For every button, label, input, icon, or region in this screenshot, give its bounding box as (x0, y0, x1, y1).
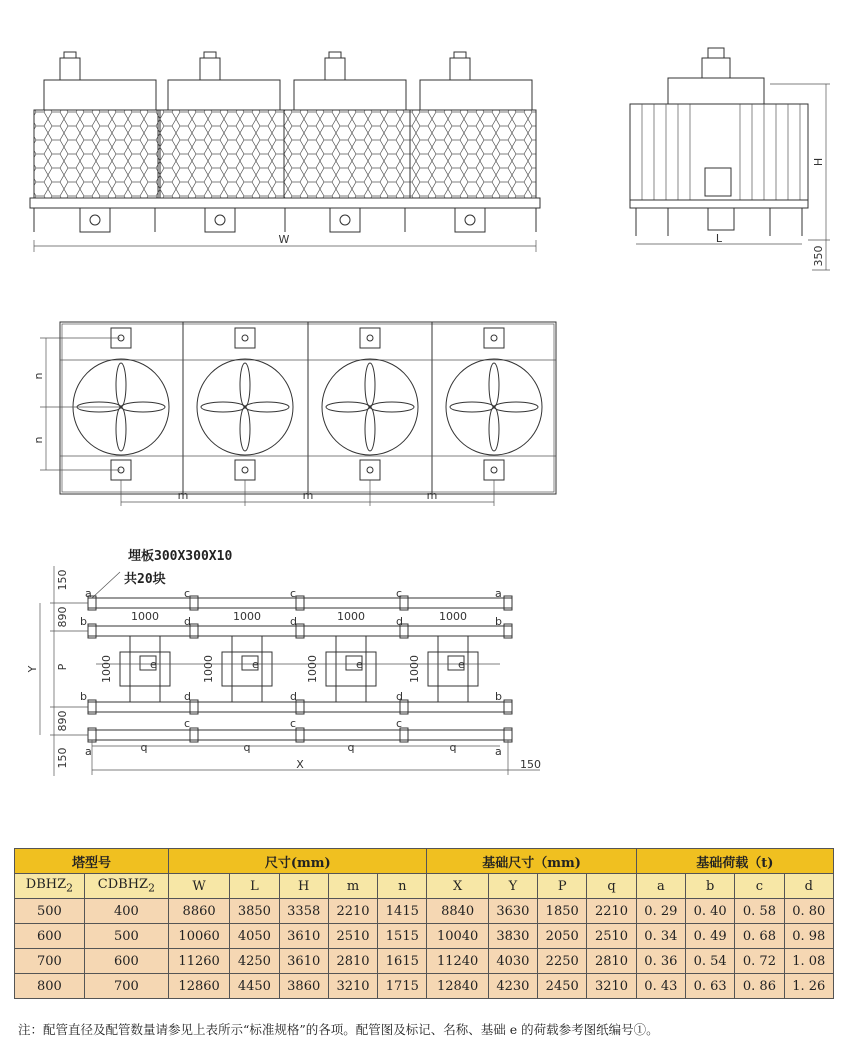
foundation-beam-b-bottom (88, 702, 512, 712)
svg-text:c: c (184, 717, 191, 730)
svg-text:e: e (150, 658, 157, 671)
svg-text:P: P (56, 663, 69, 671)
dim-m-label-2: m (302, 489, 314, 502)
tower-cell-3 (284, 52, 410, 232)
tower-cells-front (34, 52, 536, 232)
svg-text:X: X (296, 758, 304, 771)
spec-table-group-header (15, 849, 834, 874)
plate-note-2: 共20块 (124, 572, 166, 587)
foundation-plan-view (26, 548, 541, 776)
fan-cell-3 (322, 328, 418, 480)
svg-text:Y: Y (26, 665, 39, 673)
svg-text:d: d (396, 690, 403, 703)
spec-table-column-header: $DBHZ_2$ $CDBHZ_2$ W L H m n X Y P q a b c d (15, 874, 834, 899)
front-elevation-view (30, 52, 540, 252)
svg-text:e: e (458, 658, 465, 671)
svg-text:d: d (290, 690, 297, 703)
top-plan-view (32, 322, 556, 506)
tower-cell-4 (410, 52, 536, 232)
table-row: 600 500 10060 4050 3610 2510 1515 10040 3830 2050 2510 0. 34 0. 49 0. 68 0. 98 (15, 924, 834, 949)
svg-text:d: d (290, 615, 297, 628)
side-elevation-view (630, 48, 830, 270)
dim-h-label: H (812, 157, 825, 167)
svg-text:a: a (495, 745, 502, 758)
svg-text:150: 150 (520, 758, 541, 771)
svg-text:a: a (85, 745, 92, 758)
table-row: 500 400 8860 3850 3358 2210 1415 8840 3630 1850 2210 0. 29 0. 40 0. 58 0. 80 (15, 899, 834, 924)
svg-text:1000: 1000 (100, 655, 113, 683)
svg-text:q: q (347, 741, 355, 754)
group-model: 塔型号 (15, 849, 169, 874)
fan-cell-4 (446, 328, 542, 480)
dim-l-label: L (715, 232, 723, 245)
svg-text:q: q (140, 741, 148, 754)
dim-m-label-1: m (177, 489, 189, 502)
group-load: 基础荷载（t) (636, 849, 833, 874)
table-row: 700 600 11260 4250 3610 2810 1615 11240 4030 2250 2810 0. 36 0. 54 0. 72 1. 08 (15, 949, 834, 974)
foundation-beam-a-bottom (88, 730, 512, 740)
svg-text:150: 150 (56, 569, 69, 591)
dim-m-label-3: m (426, 489, 438, 502)
dim-n-label-1: n (32, 372, 45, 380)
svg-text:d: d (184, 615, 191, 628)
svg-text:1000: 1000 (439, 610, 467, 623)
pier-1 (120, 636, 170, 702)
pier-3 (326, 636, 376, 702)
fan-cell-1 (73, 328, 169, 480)
svg-text:1000: 1000 (233, 610, 261, 623)
svg-text:1000: 1000 (408, 655, 421, 683)
svg-text:1000: 1000 (131, 610, 159, 623)
svg-text:c: c (290, 587, 297, 600)
dim-w-label: W (278, 233, 290, 246)
svg-text:q: q (243, 741, 251, 754)
svg-text:c: c (396, 717, 403, 730)
svg-text:1000: 1000 (306, 655, 319, 683)
svg-text:d: d (396, 615, 403, 628)
svg-text:c: c (396, 587, 403, 600)
svg-text:1000: 1000 (337, 610, 365, 623)
svg-text:e: e (356, 658, 363, 671)
foundation-beam-a-top (88, 598, 512, 608)
svg-text:d: d (184, 690, 191, 703)
dim-350-label: 350 (812, 245, 825, 267)
fan-cell-2 (197, 328, 293, 480)
footnote: 注：配管直径及配管数量请参见上表所示“标准规格”的各项。配管图及标记、名称、基础 e 的荷载参考图纸编号①。 (18, 1022, 659, 1037)
svg-text:q: q (449, 741, 457, 754)
pier-2 (222, 636, 272, 702)
svg-text:b: b (80, 690, 87, 703)
svg-text:890: 890 (56, 606, 69, 628)
svg-text:a: a (85, 587, 92, 600)
table-row: 800 700 12860 4450 3860 3210 1715 12840 4230 2450 3210 0. 43 0. 63 0. 86 1. 26 (15, 974, 834, 999)
svg-text:b: b (495, 615, 502, 628)
svg-text:1000: 1000 (202, 655, 215, 683)
group-base: 基础尺寸（mm) (427, 849, 636, 874)
tower-cell-2 (158, 52, 284, 232)
svg-text:c: c (184, 587, 191, 600)
svg-text:890: 890 (56, 710, 69, 732)
svg-text:e: e (252, 658, 259, 671)
dim-n-label-2: n (32, 436, 45, 444)
svg-text:b: b (495, 690, 502, 703)
pier-4 (428, 636, 478, 702)
svg-text:150: 150 (56, 747, 69, 769)
group-size: 尺寸(mm) (168, 849, 427, 874)
spec-table (14, 848, 834, 999)
tower-cell-1 (34, 52, 160, 232)
svg-text:a: a (495, 587, 502, 600)
svg-text:c: c (290, 717, 297, 730)
foundation-beam-b-top (88, 626, 512, 636)
svg-text:b: b (80, 615, 87, 628)
plate-note-1: 埋板300X300X10 (128, 549, 233, 564)
